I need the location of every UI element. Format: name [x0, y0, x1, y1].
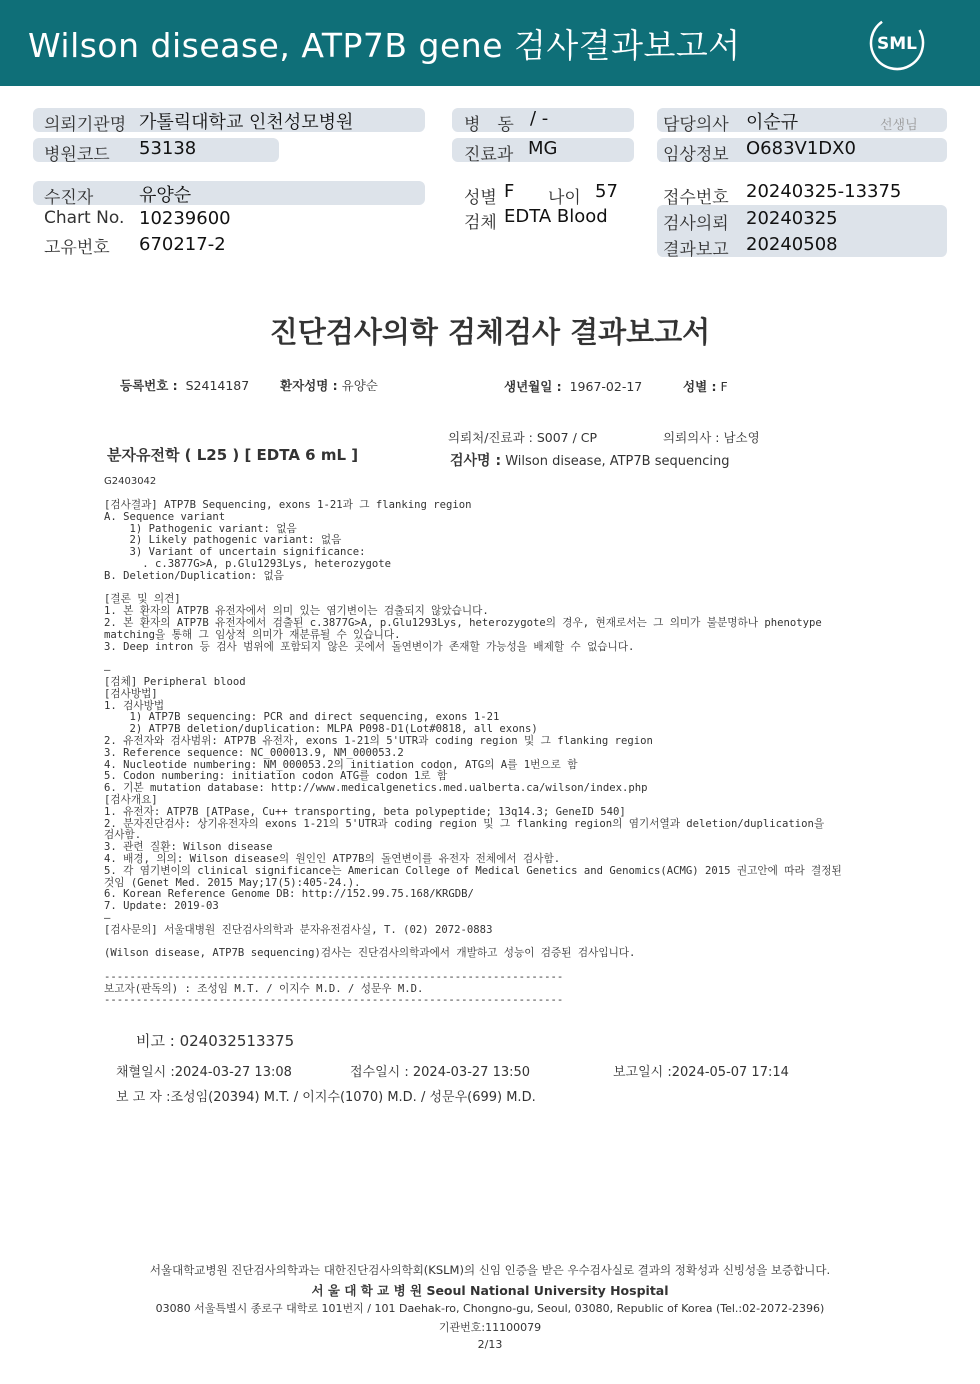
sml-logo: [868, 14, 926, 72]
sex-value: F: [504, 181, 515, 202]
report-line: [104, 583, 884, 595]
test-name-field: 검사명 : Wilson disease, ATP7B sequencing: [450, 453, 730, 469]
request-label: 검사의뢰: [663, 214, 729, 234]
receipt-value: 20240325-13375: [746, 181, 902, 202]
receive-field: 접수일시 : 2024-03-27 13:50: [350, 1065, 531, 1080]
clinical-value: O683V1DX0: [746, 138, 856, 159]
report-line: 1. 본 환자의 ATP7B 유전자에서 의미 있는 염기변이는 검출되지 않았습니다.: [104, 605, 489, 618]
report-line: 3. 관련 질환: Wilson disease: [104, 841, 273, 854]
page-title: Wilson disease, ATP7B gene 검사결과보고서: [28, 26, 741, 65]
report-line: [결론 및 의견]: [104, 593, 181, 606]
chart-label: Chart No.: [44, 208, 125, 228]
report-line: [검사문의] 서울대병원 진단검사의학과 분자유전검사실, T. (02) 2072-0883: [104, 923, 493, 936]
specimen-value: EDTA Blood: [504, 206, 608, 227]
report-line: (Wilson disease, ATP7B sequencing)검사는 진단검사의학과에서 개발하고 성능이 검증된 검사입니다.: [104, 947, 636, 960]
dob-field: 생년월일 : 1967-02-17: [504, 379, 643, 394]
remark-field: 비고 : 024032513375: [136, 1032, 295, 1050]
report-line: 1. 유전자: ATP7B [ATPase, Cu++ transporting, beta polypeptide; 13q14.3; GeneID 540]: [104, 805, 626, 818]
report-line: 2. 유전자와 검사범위: ATP7B 유전자, exons 1-21의 5'UTR과 coding region 및 그 flanking region: [104, 734, 653, 747]
footer-hospital: 서 울 대 학 교 병 원 Seoul National University Hospital: [311, 1283, 669, 1298]
report-code: G2403042: [104, 476, 157, 487]
institution-label: 의뢰기관명: [44, 115, 127, 135]
report-line: matching을 통해 그 임상적 의미가 재분류될 수 있습니다.: [104, 628, 401, 641]
dept-label: 진료과: [464, 145, 514, 165]
age-value: 57: [595, 181, 618, 202]
reg-no: 등록번호 : S2414187: [120, 378, 250, 393]
report-line: [검사개요]: [104, 793, 158, 806]
doctor-field: 의뢰의사 : 남소영: [663, 430, 760, 445]
chart-value: 10239600: [139, 208, 231, 229]
report-line: 1) ATP7B sequencing: PCR and direct sequencing, exons 1-21: [104, 711, 500, 724]
footer-address: 03080 서울특별시 종로구 대학로 101번지 / 101 Daehak-ro, Chongno-gu, Seoul, 03080, Republic of Korea (Tel.:02-2072-2396): [155, 1302, 825, 1315]
report-title: 진단검사의학 검체검사 결과보고서: [269, 315, 711, 349]
age-label: 나이: [548, 188, 581, 208]
report-line: [검체] Peripheral blood: [104, 675, 246, 688]
report-line: 3. Reference sequence: NC_000013.9, NM_000053.2: [104, 746, 404, 759]
hospital-code-value: 53138: [139, 138, 197, 159]
report-line: —: [104, 911, 111, 924]
report-line: A. Sequence variant: [104, 510, 226, 523]
page-number: 2/13: [477, 1338, 503, 1351]
doctor-suffix: 선생님: [880, 118, 918, 133]
id-value: 670217-2: [139, 234, 226, 255]
specimen-label: 검체: [464, 213, 497, 233]
sex-field: 성별 : F: [683, 379, 728, 394]
collect-field: 채혈일시 :2024-03-27 13:08: [116, 1065, 292, 1080]
report-line: —: [104, 664, 111, 677]
dept-value: MG: [528, 138, 558, 159]
report-line: 4. Nucleotide numbering: NM_000053.2의 initiation codon, ATG의 A를 1번으로 함: [104, 758, 578, 771]
report-line: 2) Likely pathogenic variant: 없음: [104, 534, 342, 547]
report-line: 3) Variant of uncertain significance:: [104, 546, 366, 559]
report-time-field: 보고일시 :2024-05-07 17:14: [613, 1065, 789, 1080]
report-line: 검사함.: [104, 829, 142, 842]
institution-value: 가톨릭대학교 인천성모병원: [139, 112, 354, 133]
report-line: 6. 기본 mutation database: http://www.medicalgenetics.med.ualberta.ca/wilson/index.php: [104, 782, 648, 795]
report-body: [104, 500, 884, 1007]
report-line: [104, 653, 884, 665]
receipt-label: 접수번호: [663, 188, 729, 208]
request-value: 20240325: [746, 208, 838, 229]
dept-field: 의뢰처/진료과 : S007 / CP: [448, 430, 598, 445]
patient-name: 유양순: [139, 185, 192, 206]
report-line: ------------------------------------------------------------------------: [104, 970, 564, 983]
report-line: 5. 각 염기변이의 clinical significance는 American College of Medical Genetics and Genomics(ACMG) 2015 권고안에 따라 결정된: [104, 864, 842, 877]
report-line: 2) ATP7B deletion/duplication: MLPA P098-D1(Lot#0818, all exons): [104, 723, 538, 736]
report-line: 것임 (Genet Med. 2015 May;17(5):405-24.).: [104, 876, 361, 889]
report-line: 4. 배경, 의의: Wilson disease의 원인인 ATP7B의 돌연변이를 유전자 전체에서 검사함.: [104, 852, 561, 865]
report-line: 2. 본 환자의 ATP7B 유전자에서 검출된 c.3877G>A, p.Glu1293Lys, heterozygote의 경우, 현재로서는 그 의미가 불분명하나 phenotype: [104, 616, 822, 629]
report-line: 1) Pathogenic variant: 없음: [104, 522, 297, 535]
hospital-code-label: 병원코드: [44, 145, 110, 165]
report-line: 5. Codon numbering: initiation codon ATG를 codon 1로 함: [104, 770, 448, 783]
report-line: 7. Update: 2019-03: [104, 900, 219, 913]
patient-label: 수진자: [44, 188, 94, 208]
report-line: 3. Deep intron 등 검사 범위에 포함되지 않은 곳에서 돌연변이가 존재할 가능성을 배제할 수 없습니다.: [104, 640, 635, 653]
svg-text:SML: SML: [877, 34, 917, 54]
report-line: B. Deletion/Duplication: 없음: [104, 569, 284, 582]
footer-certification: 서울대학교병원 진단검사의학과는 대한진단검사의학회(KSLM)의 신임 인증을 받은 우수검사실로 결과의 정확성과 신빙성을 보증합니다.: [149, 1263, 831, 1277]
report-line: 6. Korean Reference Genome DB: http://152.99.75.168/KRGDB/: [104, 888, 474, 901]
report-line: 1. 검사방법: [104, 699, 165, 712]
result-label: 결과보고: [663, 240, 729, 260]
doctor-value: 이순규: [746, 112, 799, 133]
report-line: 보고자(판독의) : 조성임 M.T. / 이지수 M.D. / 성문우 M.D.: [104, 982, 424, 995]
ward-label: 병 동: [464, 115, 514, 135]
sex-label: 성별: [464, 188, 497, 208]
report-line: 2. 분자진단검사: 상기유전자의 exons 1-21의 5'UTR과 coding region 및 그 flanking region의 염기서열과 deletion/duplication을: [104, 817, 825, 830]
id-label: 고유번호: [44, 238, 110, 258]
clinical-label: 임상정보: [663, 145, 729, 165]
report-line: [검사방법]: [104, 687, 158, 700]
report-line: ------------------------------------------------------------------------: [104, 994, 564, 1007]
footer-org-no: 기관번호:11100079: [438, 1321, 542, 1334]
report-line: . c.3877G>A, p.Glu1293Lys, heterozygote: [104, 557, 392, 570]
section-heading: 분자유전학 ( L25 ) [ EDTA 6 mL ]: [107, 446, 359, 464]
patient-name-field: 환자성명 : 유양순: [280, 378, 378, 393]
reporter-field: 보 고 자 :조성임(20394) M.T. / 이지수(1070) M.D. / 성문우(699) M.D.: [116, 1090, 536, 1105]
report-line: [검사결과] ATP7B Sequencing, exons 1-21과 그 flanking region: [104, 499, 472, 511]
ward-value: / -: [530, 108, 549, 129]
doctor-label: 담당의사: [663, 115, 729, 135]
result-value: 20240508: [746, 234, 838, 255]
